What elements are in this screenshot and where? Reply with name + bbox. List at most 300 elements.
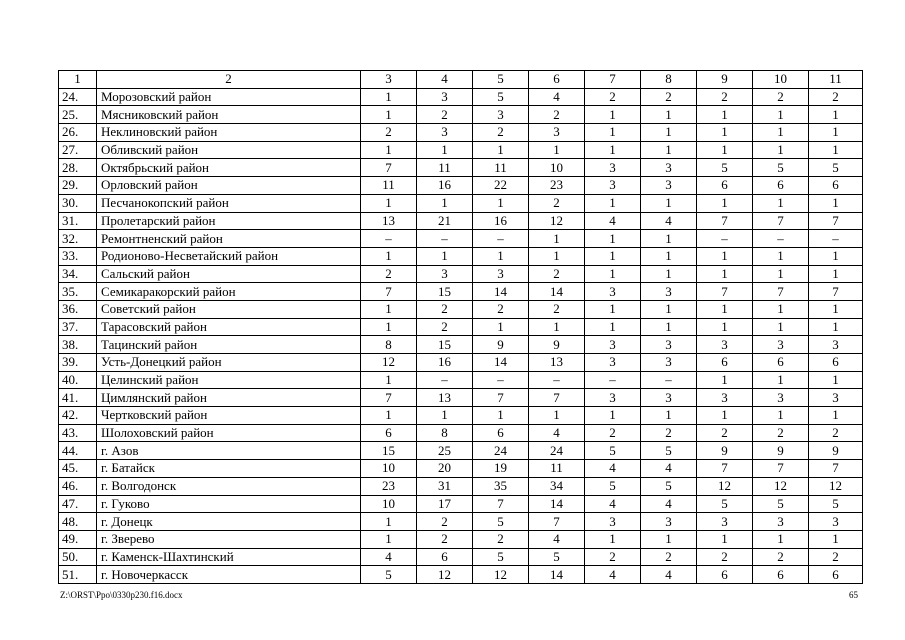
row-number-cell: 43. (59, 424, 97, 442)
district-name-cell: г. Азов (97, 442, 361, 460)
value-cell: 1 (809, 124, 863, 142)
value-cell: 2 (529, 106, 585, 124)
value-cell: 10 (361, 495, 417, 513)
value-cell: 7 (809, 460, 863, 478)
value-cell: 3 (809, 513, 863, 531)
row-number-cell: 41. (59, 389, 97, 407)
value-cell: 5 (753, 495, 809, 513)
table-row (59, 194, 863, 212)
table-row (59, 495, 863, 513)
value-cell: 31 (417, 477, 473, 495)
value-cell: 5 (697, 495, 753, 513)
value-cell: 3 (753, 336, 809, 354)
value-cell: 14 (529, 283, 585, 301)
value-cell: 1 (753, 194, 809, 212)
row-number-cell: 46. (59, 477, 97, 495)
value-cell: 3 (585, 354, 641, 372)
value-cell: 17 (417, 495, 473, 513)
table-row (59, 336, 863, 354)
value-cell: 5 (641, 477, 697, 495)
value-cell: 3 (641, 283, 697, 301)
district-name-cell: Целинский район (97, 371, 361, 389)
value-cell: 3 (641, 177, 697, 195)
value-cell: 4 (529, 424, 585, 442)
value-cell: 6 (753, 354, 809, 372)
row-number-cell: 38. (59, 336, 97, 354)
value-cell: 5 (585, 442, 641, 460)
value-cell: 4 (361, 548, 417, 566)
value-cell: 1 (697, 318, 753, 336)
district-name-cell: г. Каменск-Шахтинский (97, 548, 361, 566)
value-cell: 2 (753, 548, 809, 566)
value-cell: 9 (809, 442, 863, 460)
row-number-cell: 28. (59, 159, 97, 177)
row-number-cell: 37. (59, 318, 97, 336)
header-row (59, 71, 863, 89)
table-row (59, 530, 863, 548)
value-cell: 1 (529, 318, 585, 336)
table-row (59, 177, 863, 195)
value-cell: 12 (529, 212, 585, 230)
value-cell: 7 (697, 283, 753, 301)
row-number-cell: 51. (59, 566, 97, 584)
value-cell: 12 (753, 477, 809, 495)
value-cell: 2 (753, 88, 809, 106)
value-cell: 10 (529, 159, 585, 177)
table-row (59, 513, 863, 531)
value-cell: 1 (361, 106, 417, 124)
table-row (59, 283, 863, 301)
value-cell: 3 (697, 513, 753, 531)
table-row (59, 265, 863, 283)
value-cell: 24 (529, 442, 585, 460)
value-cell: 4 (585, 460, 641, 478)
value-cell: 5 (361, 566, 417, 584)
value-cell: 1 (529, 247, 585, 265)
row-number-cell: 32. (59, 230, 97, 248)
value-cell: 6 (473, 424, 529, 442)
district-name-cell: г. Батайск (97, 460, 361, 478)
value-cell: 3 (697, 389, 753, 407)
row-number-cell: 40. (59, 371, 97, 389)
value-cell: 1 (641, 124, 697, 142)
value-cell: 1 (809, 106, 863, 124)
value-cell: 16 (417, 177, 473, 195)
value-cell: 1 (361, 88, 417, 106)
value-cell: 11 (529, 460, 585, 478)
district-name-cell: Пролетарский район (97, 212, 361, 230)
value-cell: 1 (473, 247, 529, 265)
value-cell: – (417, 230, 473, 248)
value-cell: 1 (361, 300, 417, 318)
value-cell: 1 (697, 371, 753, 389)
value-cell: 1 (809, 371, 863, 389)
row-number-cell: 36. (59, 300, 97, 318)
value-cell: 4 (585, 566, 641, 584)
value-cell: 1 (585, 106, 641, 124)
value-cell: 3 (361, 71, 417, 89)
value-cell: 3 (585, 159, 641, 177)
district-name-cell: Шолоховский район (97, 424, 361, 442)
table-row (59, 247, 863, 265)
value-cell: – (473, 230, 529, 248)
value-cell: 20 (417, 460, 473, 478)
value-cell: 3 (585, 177, 641, 195)
value-cell: 1 (809, 318, 863, 336)
value-cell: 1 (641, 194, 697, 212)
row-number-cell: 48. (59, 513, 97, 531)
value-cell: 6 (809, 566, 863, 584)
value-cell: 1 (361, 141, 417, 159)
value-cell: 1 (753, 530, 809, 548)
value-cell: 1 (753, 106, 809, 124)
value-cell: 1 (753, 124, 809, 142)
value-cell: – (473, 371, 529, 389)
value-cell: 9 (697, 442, 753, 460)
value-cell: 1 (417, 194, 473, 212)
district-name-cell: Ремонтненский район (97, 230, 361, 248)
value-cell: 5 (473, 71, 529, 89)
value-cell: 11 (809, 71, 863, 89)
data-table (58, 70, 863, 584)
value-cell: 4 (641, 460, 697, 478)
value-cell: 6 (697, 177, 753, 195)
value-cell: 3 (417, 265, 473, 283)
row-number-cell: 27. (59, 141, 97, 159)
value-cell: 5 (529, 548, 585, 566)
value-cell: 1 (753, 407, 809, 425)
value-cell: 2 (641, 548, 697, 566)
row-number-cell: 29. (59, 177, 97, 195)
value-cell: 7 (697, 460, 753, 478)
value-cell: 1 (697, 124, 753, 142)
value-cell: 4 (585, 212, 641, 230)
value-cell: 6 (809, 177, 863, 195)
value-cell: 13 (361, 212, 417, 230)
value-cell: 1 (641, 530, 697, 548)
district-name-cell: Сальский район (97, 265, 361, 283)
table-row (59, 212, 863, 230)
value-cell: 12 (697, 477, 753, 495)
row-number-cell: 42. (59, 407, 97, 425)
value-cell: 2 (809, 548, 863, 566)
value-cell: 1 (753, 247, 809, 265)
value-cell: 3 (417, 124, 473, 142)
value-cell: 1 (585, 530, 641, 548)
value-cell: 3 (809, 389, 863, 407)
value-cell: 1 (753, 371, 809, 389)
row-number-cell: 33. (59, 247, 97, 265)
value-cell: 4 (585, 495, 641, 513)
value-cell: 1 (809, 530, 863, 548)
value-cell: 2 (641, 88, 697, 106)
value-cell: 1 (585, 141, 641, 159)
row-number-cell: 1 (59, 71, 97, 89)
value-cell: 1 (361, 407, 417, 425)
value-cell: 1 (361, 194, 417, 212)
value-cell: 7 (361, 389, 417, 407)
value-cell: 1 (361, 513, 417, 531)
value-cell: 1 (473, 194, 529, 212)
value-cell: – (417, 371, 473, 389)
value-cell: 3 (641, 389, 697, 407)
value-cell: 1 (809, 141, 863, 159)
table-row (59, 354, 863, 372)
row-number-cell: 34. (59, 265, 97, 283)
value-cell: 2 (417, 300, 473, 318)
value-cell: 2 (809, 424, 863, 442)
district-name-cell: Обливский район (97, 141, 361, 159)
value-cell: 3 (585, 513, 641, 531)
district-name-cell: Орловский район (97, 177, 361, 195)
district-name-cell: Песчанокопский район (97, 194, 361, 212)
value-cell: 12 (417, 566, 473, 584)
value-cell: 3 (641, 159, 697, 177)
district-name-cell: г. Донецк (97, 513, 361, 531)
value-cell: 3 (529, 124, 585, 142)
value-cell: 8 (361, 336, 417, 354)
value-cell: 14 (473, 354, 529, 372)
value-cell: 2 (697, 424, 753, 442)
value-cell: 1 (697, 106, 753, 124)
value-cell: 22 (473, 177, 529, 195)
value-cell: 8 (417, 424, 473, 442)
value-cell: 2 (585, 548, 641, 566)
value-cell: 5 (809, 159, 863, 177)
value-cell: 2 (753, 424, 809, 442)
district-name-cell: Цимлянский район (97, 389, 361, 407)
value-cell: 1 (697, 194, 753, 212)
value-cell: 15 (417, 336, 473, 354)
value-cell: 5 (697, 159, 753, 177)
value-cell: 1 (641, 265, 697, 283)
value-cell: 2 (697, 88, 753, 106)
value-cell: 14 (529, 566, 585, 584)
district-name-cell: Чертковский район (97, 407, 361, 425)
district-name-cell: г. Новочеркасск (97, 566, 361, 584)
value-cell: 2 (529, 300, 585, 318)
value-cell: 2 (529, 194, 585, 212)
value-cell: 19 (473, 460, 529, 478)
value-cell: 9 (753, 442, 809, 460)
value-cell: 1 (641, 318, 697, 336)
value-cell: 2 (417, 530, 473, 548)
value-cell: 1 (697, 265, 753, 283)
row-number-cell: 26. (59, 124, 97, 142)
table-row (59, 106, 863, 124)
value-cell: 15 (361, 442, 417, 460)
value-cell: 10 (753, 71, 809, 89)
value-cell: 1 (753, 300, 809, 318)
value-cell: 1 (529, 407, 585, 425)
file-path: Z:\ORST\Ppo\0330p230.f16.docx (60, 590, 183, 600)
district-name-cell: Мясниковский район (97, 106, 361, 124)
value-cell: 6 (809, 354, 863, 372)
value-cell: 5 (641, 442, 697, 460)
value-cell: 11 (473, 159, 529, 177)
value-cell: 1 (641, 106, 697, 124)
value-cell: 3 (753, 513, 809, 531)
value-cell: 9 (529, 336, 585, 354)
table-row (59, 159, 863, 177)
value-cell: 5 (473, 513, 529, 531)
value-cell: 35 (473, 477, 529, 495)
value-cell: 1 (473, 141, 529, 159)
district-name-cell: Морозовский район (97, 88, 361, 106)
value-cell: 2 (585, 424, 641, 442)
value-cell: 1 (809, 247, 863, 265)
value-cell: – (809, 230, 863, 248)
value-cell: 1 (417, 247, 473, 265)
value-cell: 1 (417, 141, 473, 159)
value-cell: 25 (417, 442, 473, 460)
value-cell: 1 (641, 247, 697, 265)
value-cell: 1 (585, 194, 641, 212)
row-number-cell: 30. (59, 194, 97, 212)
page-number: 65 (849, 590, 858, 600)
value-cell: 9 (473, 336, 529, 354)
value-cell: 3 (753, 389, 809, 407)
table-row (59, 300, 863, 318)
value-cell: 14 (473, 283, 529, 301)
value-cell: 1 (809, 194, 863, 212)
value-cell: 6 (753, 177, 809, 195)
value-cell: 1 (641, 407, 697, 425)
value-cell: 4 (641, 566, 697, 584)
table-row (59, 566, 863, 584)
value-cell: 5 (809, 495, 863, 513)
value-cell: 7 (753, 212, 809, 230)
value-cell: 7 (697, 212, 753, 230)
value-cell: 1 (697, 141, 753, 159)
value-cell: 1 (361, 530, 417, 548)
value-cell: 1 (585, 407, 641, 425)
value-cell: 3 (585, 283, 641, 301)
value-cell: 1 (585, 124, 641, 142)
value-cell: 1 (753, 318, 809, 336)
value-cell: – (641, 371, 697, 389)
district-name-cell: г. Волгодонск (97, 477, 361, 495)
value-cell: 3 (809, 336, 863, 354)
value-cell: – (697, 230, 753, 248)
value-cell: 1 (697, 407, 753, 425)
row-number-cell: 24. (59, 88, 97, 106)
value-cell: 7 (361, 159, 417, 177)
value-cell: 1 (809, 300, 863, 318)
value-cell: 5 (473, 548, 529, 566)
value-cell: 7 (529, 513, 585, 531)
value-cell: 11 (361, 177, 417, 195)
value-cell: 6 (417, 548, 473, 566)
value-cell: 1 (641, 230, 697, 248)
district-name-cell: Тацинский район (97, 336, 361, 354)
value-cell: 7 (473, 495, 529, 513)
value-cell: 13 (529, 354, 585, 372)
value-cell: 3 (641, 336, 697, 354)
value-cell: – (361, 230, 417, 248)
value-cell: 7 (809, 212, 863, 230)
value-cell: 2 (361, 265, 417, 283)
value-cell: 12 (809, 477, 863, 495)
value-cell: 2 (585, 88, 641, 106)
row-number-cell: 35. (59, 283, 97, 301)
value-cell: – (529, 371, 585, 389)
value-cell: 7 (473, 389, 529, 407)
value-cell: 1 (361, 371, 417, 389)
value-cell: 10 (361, 460, 417, 478)
value-cell: 9 (697, 71, 753, 89)
district-name-cell: Семикаракорский район (97, 283, 361, 301)
district-name-cell: Советский район (97, 300, 361, 318)
value-cell: 2 (417, 513, 473, 531)
value-cell: 1 (473, 318, 529, 336)
row-number-cell: 49. (59, 530, 97, 548)
value-cell: 1 (641, 141, 697, 159)
value-cell: 1 (641, 300, 697, 318)
row-number-cell: 47. (59, 495, 97, 513)
value-cell: 21 (417, 212, 473, 230)
value-cell: 24 (473, 442, 529, 460)
value-cell: 3 (641, 513, 697, 531)
value-cell: 2 (473, 124, 529, 142)
value-cell: 3 (473, 106, 529, 124)
value-cell: 7 (753, 460, 809, 478)
table-row (59, 389, 863, 407)
value-cell: 1 (585, 318, 641, 336)
value-cell: 3 (417, 88, 473, 106)
value-cell: 7 (809, 283, 863, 301)
value-cell: 16 (417, 354, 473, 372)
value-cell: 7 (585, 71, 641, 89)
value-cell: 6 (697, 354, 753, 372)
value-cell: 2 (641, 424, 697, 442)
value-cell: 5 (753, 159, 809, 177)
value-cell: 1 (585, 230, 641, 248)
value-cell: 6 (361, 424, 417, 442)
value-cell: 7 (361, 283, 417, 301)
table-row (59, 141, 863, 159)
value-cell: 4 (529, 530, 585, 548)
value-cell: 6 (529, 71, 585, 89)
value-cell: 1 (417, 407, 473, 425)
value-cell: 1 (361, 247, 417, 265)
value-cell: 3 (585, 389, 641, 407)
value-cell: 1 (753, 141, 809, 159)
value-cell: 4 (417, 71, 473, 89)
row-number-cell: 31. (59, 212, 97, 230)
value-cell: 23 (361, 477, 417, 495)
value-cell: 1 (473, 407, 529, 425)
value-cell: 2 (473, 530, 529, 548)
value-cell: 4 (529, 88, 585, 106)
value-cell: 1 (753, 265, 809, 283)
value-cell: 2 (473, 300, 529, 318)
value-cell: 1 (697, 300, 753, 318)
value-cell: 5 (585, 477, 641, 495)
district-name-cell: 2 (97, 71, 361, 89)
value-cell: 34 (529, 477, 585, 495)
district-name-cell: Неклиновский район (97, 124, 361, 142)
table-row (59, 407, 863, 425)
value-cell: 2 (417, 106, 473, 124)
table-row (59, 548, 863, 566)
table-row (59, 230, 863, 248)
table-row (59, 477, 863, 495)
table-row (59, 88, 863, 106)
value-cell: 3 (473, 265, 529, 283)
value-cell: 1 (697, 247, 753, 265)
value-cell: – (585, 371, 641, 389)
